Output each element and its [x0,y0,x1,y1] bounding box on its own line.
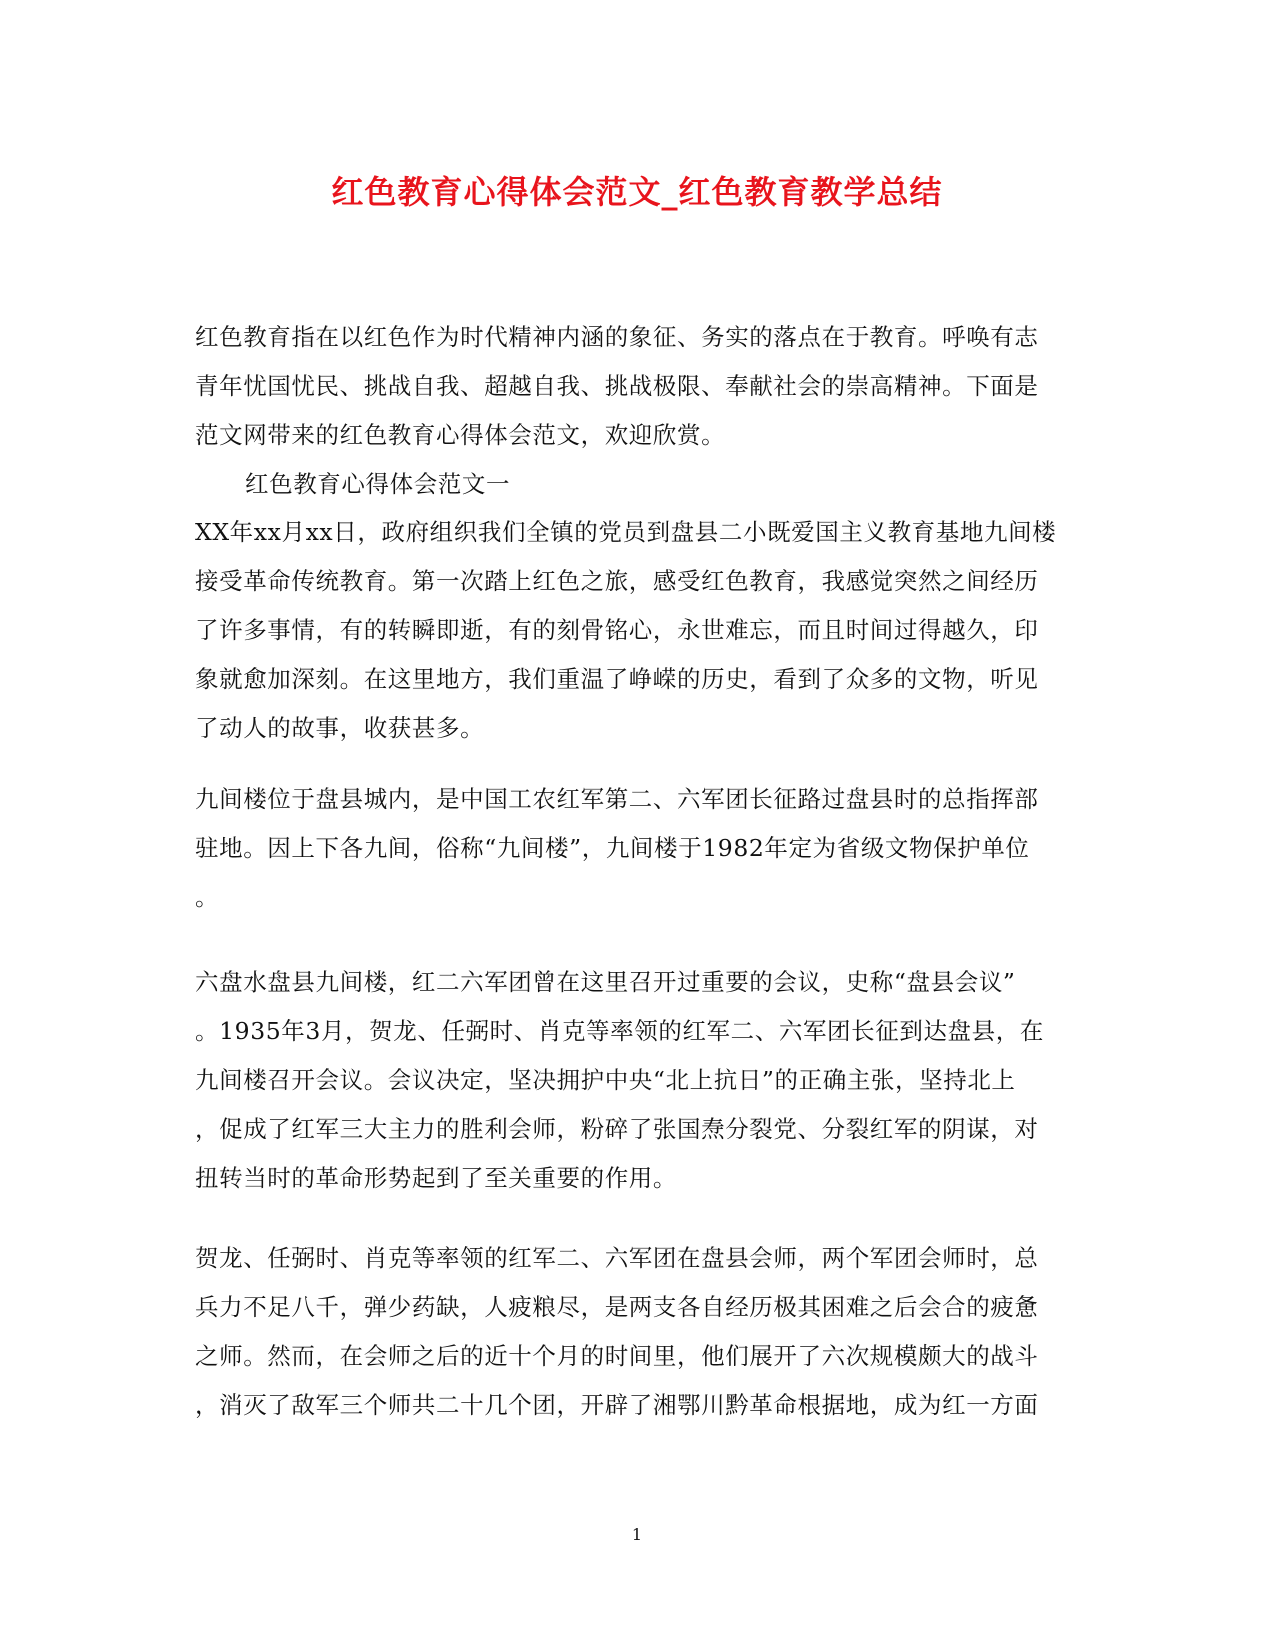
text-line: 了许多事情，有的转瞬即逝，有的刻骨铭心，永世难忘，而且时间过得越久，印 [195,616,1039,644]
text-line: 兵力不足八千，弹少药缺，人疲粮尽，是两支各自经历极其困难之后会合的疲惫 [195,1293,1039,1321]
text-line: 扭转当时的革命形势起到了至关重要的作用。 [195,1164,677,1192]
text-line: 。 [195,883,220,911]
text-line: 红色教育指在以红色作为时代精神内涵的象征、务实的落点在于教育。呼唤有志 [195,323,1039,351]
text-line: ，促成了红军三大主力的胜利会师，粉碎了张国焘分裂党、分裂红军的阴谋，对 [195,1115,1039,1143]
paragraph-1 [195,508,1069,753]
paragraph-2 [195,775,1069,922]
page-title: 红色教育心得体会范文_红色教育教学总结 [331,173,943,211]
text-line: 。1935年3月，贺龙、任弼时、肖克等率领的红军二、六军团长征到达盘县，在 [195,1017,1044,1045]
text-line: XX年xx月xx日，政府组织我们全镇的党员到盘县二小既爱国主义教育基地九间楼 [195,518,1057,546]
text-line: 范文网带来的红色教育心得体会范文，欢迎欣赏。 [195,421,726,449]
text-line: 驻地。因上下各九间，俗称“九间楼”，九间楼于1982年定为省级文物保护单位 [195,834,1030,862]
text-line: 象就愈加深刻。在这里地方，我们重温了峥嵘的历史，看到了众多的文物，听见 [195,665,1039,693]
text-line: 九间楼位于盘县城内，是中国工农红军第二、六军团长征路过盘县时的总指挥部 [195,785,1039,813]
text-line: 接受革命传统教育。第一次踏上红色之旅，感受红色教育，我感觉突然之间经历 [195,567,1039,595]
text-line: 九间楼召开会议。会议决定，坚决拥护中央“北上抗日”的正确主张，坚持北上 [195,1066,1016,1094]
paragraph-4 [195,1234,1069,1430]
section-subheading: 红色教育心得体会范文一 [245,470,511,498]
text-line: ，消灭了敌军三个师共二十几个团，开辟了湘鄂川黔革命根据地，成为红一方面 [195,1391,1039,1419]
text-line: 贺龙、任弼时、肖克等率领的红军二、六军团在盘县会师，两个军团会师时，总 [195,1244,1039,1272]
intro-paragraph [195,313,1069,509]
paragraph-3 [195,958,1069,1203]
page-number: 1 [631,1525,643,1544]
text-line: 之师。然而，在会师之后的近十个月的时间里，他们展开了六次规模颇大的战斗 [195,1342,1039,1370]
text-line: 了动人的故事，收获甚多。 [195,714,485,742]
text-line: 六盘水盘县九间楼，红二六军团曾在这里召开过重要的会议，史称“盘县会议” [195,968,1016,996]
text-line: 青年忧国忧民、挑战自我、超越自我、挑战极限、奉献社会的崇高精神。下面是 [195,372,1039,400]
